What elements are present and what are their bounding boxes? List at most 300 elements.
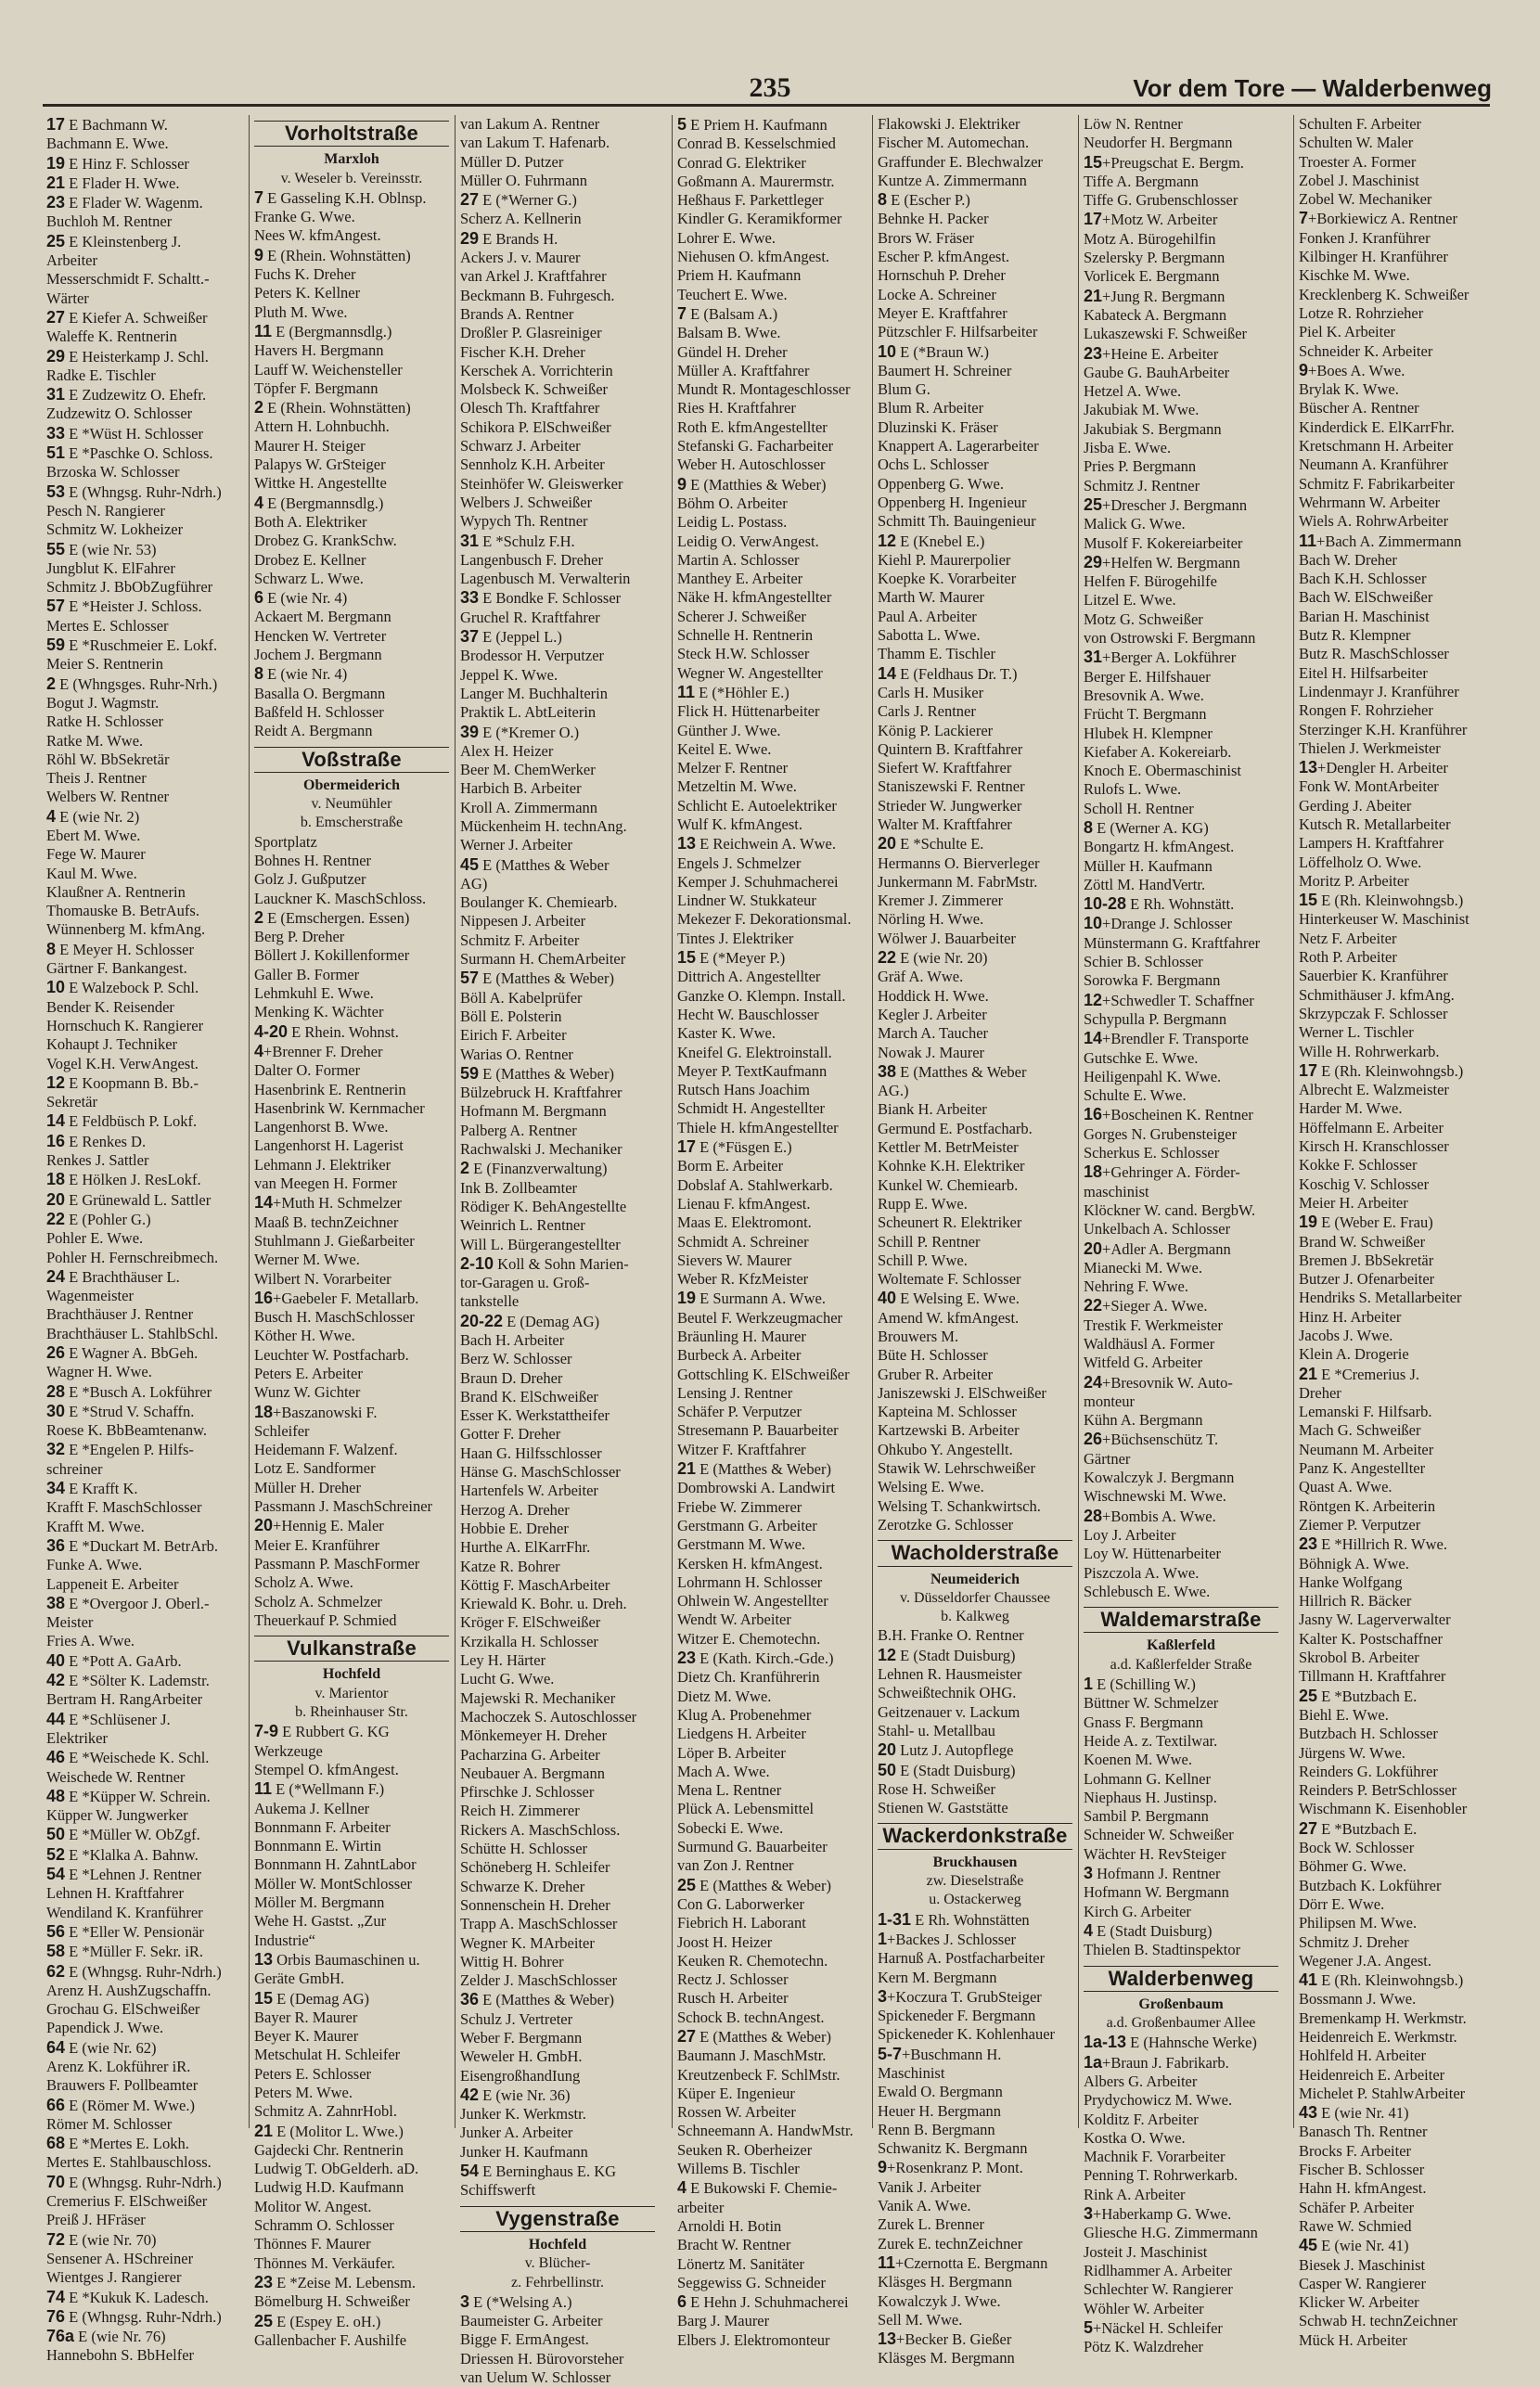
entry-text: +Gaebeler F. Metallarb.	[273, 1289, 419, 1307]
entry-text: +Heine E. Arbeiter	[1102, 344, 1219, 363]
directory-entry	[677, 834, 872, 853]
directory-entry	[677, 1346, 872, 1365]
entry-text: Hurthe A. ElKarrFhr.	[460, 1538, 591, 1557]
entry-text: Lohmann G. Kellner	[1084, 1769, 1212, 1788]
directory-entry	[254, 1156, 449, 1174]
directory-entry	[1084, 1487, 1278, 1506]
directory-entry	[46, 559, 241, 578]
directory-entry	[1299, 1895, 1494, 1914]
entry-text: Pacharzina G. Arbeiter	[460, 1745, 600, 1764]
house-number: 58	[46, 1942, 66, 1961]
entry-text: Schlechter W. Rangierer	[1084, 2280, 1233, 2299]
entry-text: Kretschmann H. Arbeiter	[1299, 437, 1454, 456]
directory-entry	[677, 1421, 872, 1440]
directory-entry	[1084, 344, 1278, 364]
house-number: 70	[46, 2172, 66, 2191]
house-number: 19	[1299, 1213, 1318, 1232]
entry-text: Leidig O. VerwAngest.	[677, 532, 819, 550]
entry-text: Küpper W. Jungwerker	[46, 1806, 188, 1825]
directory-entry	[1084, 1144, 1278, 1162]
entry-text: Friebe W. Zimmerer	[677, 1497, 802, 1516]
entry-text: Scherer J. Schweißer	[677, 607, 806, 625]
entry-text: E Koopmann B. Bb.-	[65, 1073, 199, 1092]
entry-text: Mekezer F. Dekorationsmal.	[677, 910, 852, 929]
entry-text: Tiffe G. Grubenschlosser	[1084, 191, 1238, 210]
directory-entry	[878, 608, 1072, 626]
entry-text: Kinderdick E. ElKarrFhr.	[1299, 417, 1455, 436]
directory-entry	[878, 1346, 1072, 1365]
entry-text: Schöneberg H. Schleifer	[460, 1858, 610, 1877]
entry-text: Flick H. Hüttenarbeiter	[677, 702, 820, 721]
entry-text: Braun D. Dreher	[460, 1368, 563, 1387]
directory-entry	[878, 1665, 1072, 1684]
directory-entry	[46, 1671, 241, 1690]
directory-entry	[1299, 1023, 1494, 1042]
entry-text: Büttner W. Schmelzer	[1084, 1694, 1219, 1713]
entry-text: Ochs L. Schlosser	[878, 456, 989, 474]
directory-entry	[1084, 934, 1278, 953]
entry-text: Wegner W. Angestellter	[677, 663, 823, 682]
entry-text: Schier B. Schlosser	[1084, 953, 1203, 971]
directory-entry	[677, 266, 872, 285]
house-number: 23	[254, 2272, 274, 2291]
directory-entry	[878, 1969, 1072, 1987]
directory-entry	[46, 940, 241, 959]
directory-entry	[254, 474, 449, 493]
entry-text: Waldhäusl A. Former	[1084, 1335, 1215, 1353]
entry-text: Hornschuch K. Rangierer	[46, 1016, 204, 1034]
entry-text: Boulanger K. Chemiearb.	[460, 893, 618, 912]
directory-entry	[1299, 853, 1494, 872]
house-number: 29	[1084, 552, 1103, 571]
directory-entry	[677, 551, 872, 570]
directory-entry	[46, 2288, 241, 2307]
entry-text: Butzbach H. Schlosser	[1299, 1725, 1438, 1743]
directory-entry	[460, 2029, 655, 2047]
entry-text: Fuchs K. Dreher	[254, 265, 356, 284]
entry-text: Langer M. Buchhalterin	[460, 684, 608, 702]
entry-text: +Czernotta E. Bergmann	[895, 2253, 1048, 2272]
directory-entry	[878, 229, 1072, 248]
directory-entry	[677, 135, 872, 153]
entry-text: E (Römer M. Wwe.)	[65, 2096, 195, 2114]
entry-text: Pötz K. Walzdreher	[1084, 2338, 1203, 2356]
entry-text: monteur	[1084, 1392, 1135, 1410]
entry-text: Bremenkamp H. Werkmstr.	[1299, 2008, 1467, 2027]
directory-entry	[1084, 1469, 1278, 1487]
entry-text: Wilbert N. Vorarbeiter	[254, 1269, 391, 1288]
entry-text: Löffelholz O. Wwe.	[1299, 853, 1422, 871]
directory-entry	[878, 2158, 1072, 2177]
directory-entry	[254, 1875, 449, 1893]
entry-text: Mertes E. Schlosser	[46, 616, 169, 635]
house-number: 5-7	[878, 2044, 903, 2063]
directory-entry	[1084, 818, 1278, 838]
directory-entry	[460, 172, 655, 190]
house-number: 3	[1084, 2204, 1094, 2224]
directory-entry	[1084, 2166, 1278, 2185]
entry-text: Borm E. Arbeiter	[677, 1157, 784, 1175]
entry-text: E *Schlüsener J.	[65, 1710, 171, 1728]
directory-entry	[878, 1270, 1072, 1289]
entry-text: E Flader W. Wagenm.	[65, 194, 203, 212]
directory-entry	[460, 931, 655, 950]
directory-entry	[1084, 591, 1278, 610]
entry-text: Ackers J. v. Maurer	[460, 249, 581, 267]
directory-entry	[1084, 1545, 1278, 1563]
directory-entry	[1299, 1630, 1494, 1649]
entry-text: Tintes J. Elektriker	[677, 929, 794, 947]
entry-text: Unkelbach A. Schlosser	[1084, 1220, 1231, 1238]
entry-text: Lehnen R. Hausmeister	[878, 1665, 1022, 1684]
entry-text: E Hölken J. ResLokf.	[65, 1171, 201, 1189]
entry-text: +Brenner F. Dreher	[263, 1042, 383, 1060]
entry-text: Wendt W. Arbeiter	[677, 1611, 791, 1629]
entry-text: Stahl- u. Metallbau	[878, 1721, 995, 1739]
directory-entry	[677, 304, 872, 324]
directory-entry	[677, 910, 872, 929]
directory-entry	[677, 608, 872, 626]
entry-text: Ink B. Zollbeamter	[460, 1178, 578, 1197]
directory-entry	[460, 570, 655, 588]
directory-entry	[1299, 1534, 1494, 1554]
entry-text: Brachthäuser J. Rentner	[46, 1305, 194, 1324]
directory-entry	[1299, 1839, 1494, 1857]
directory-entry	[677, 2217, 872, 2236]
entry-text: Piel K. Arbeiter	[1299, 323, 1396, 341]
entry-text: Schwarz L. Wwe.	[254, 569, 364, 587]
house-number: 20	[254, 1516, 274, 1535]
directory-entry	[460, 1595, 655, 1613]
directory-entry	[460, 362, 655, 380]
house-number: 17	[1299, 1060, 1318, 1080]
directory-entry	[460, 1765, 655, 1783]
directory-entry	[460, 2292, 655, 2312]
directory-entry	[1084, 1239, 1278, 1259]
house-number: 4	[254, 493, 264, 512]
entry-text: schreiner	[46, 1459, 103, 1478]
directory-entry	[46, 2268, 241, 2287]
entry-text: Schmidt A. Schreiner	[677, 1232, 809, 1251]
entry-text: E (wie Nr. 36)	[479, 2085, 571, 2104]
directory-entry	[677, 759, 872, 777]
entry-text: E (*Höhler E.)	[695, 683, 789, 701]
directory-entry	[677, 1611, 872, 1629]
directory-entry	[1299, 1384, 1494, 1403]
entry-text: Weber F. Bergmann	[460, 2028, 583, 2047]
directory-entry	[677, 1933, 872, 1952]
entry-text: Hohlfeld H. Arbeiter	[1299, 2047, 1427, 2065]
directory-entry	[254, 570, 449, 588]
header-rule	[43, 104, 1490, 107]
entry-text: Keuken R. Chemotechn.	[677, 1951, 828, 1970]
entry-text: +Gehringer A. Förder-	[1102, 1163, 1240, 1182]
house-number: 45	[460, 854, 480, 874]
directory-entry	[460, 1274, 655, 1292]
street-heading: Wacholderstraße	[878, 1540, 1072, 1566]
entry-text: +Büchsenschütz T.	[1102, 1431, 1219, 1449]
directory-entry	[1084, 534, 1278, 553]
directory-entry	[1299, 1763, 1494, 1781]
directory-entry	[677, 154, 872, 173]
entry-text: Kaul M. Wwe.	[46, 864, 137, 882]
house-number: 62	[46, 1961, 66, 1981]
house-number: 17	[677, 1137, 697, 1157]
entry-text: Metzeltin M. Wwe.	[677, 777, 797, 796]
directory-entry	[677, 210, 872, 228]
directory-entry	[1299, 1175, 1494, 1194]
directory-entry	[1084, 1807, 1278, 1826]
entry-text: +Bombis A. Wwe.	[1102, 1507, 1216, 1525]
directory-entry	[878, 873, 1072, 892]
directory-entry	[46, 1904, 241, 1922]
house-number: 10	[1084, 914, 1103, 933]
entry-text: +Buschmann H.	[902, 2045, 1002, 2063]
directory-entry	[254, 1441, 449, 1459]
house-number: 31	[46, 385, 66, 404]
directory-entry	[460, 115, 655, 134]
directory-entry	[677, 2103, 872, 2122]
directory-entry	[878, 2083, 1072, 2101]
entry-text: E *Eller W. Pensionär	[65, 1922, 204, 1941]
entry-text: E *Zeise M. Lebensm.	[273, 2273, 416, 2291]
directory-entry	[1299, 930, 1494, 948]
entry-text: Flakowski J. Elektriker	[878, 115, 1020, 133]
directory-entry	[677, 588, 872, 607]
entry-text: Bender K. Reisender	[46, 997, 174, 1016]
entry-text: Baumann J. MaschMstr.	[677, 2047, 827, 2065]
entry-text: E (Whngsg. Ruhr-Ndrh.)	[65, 2173, 222, 2191]
entry-text: Schmitz F. Fabrikarbeiter	[1299, 474, 1455, 493]
entry-text: E *Engelen P. Hilfs-	[65, 1441, 194, 1459]
entry-text: Köther H. Wwe.	[254, 1327, 355, 1345]
directory-entry	[460, 1708, 655, 1726]
entry-text: E (Matthies & Weber)	[687, 475, 827, 494]
directory-entry	[878, 1987, 1072, 2007]
directory-entry	[254, 928, 449, 946]
entry-text: Mach A. Wwe.	[677, 1762, 770, 1780]
directory-entry	[46, 1865, 241, 1884]
directory-entry	[46, 597, 241, 616]
entry-text: Sambil P. Bergmann	[1084, 1807, 1209, 1826]
directory-entry	[677, 570, 872, 588]
directory-entry	[1084, 838, 1278, 856]
entry-text: E (Whngsg. Ruhr-Ndrh.)	[65, 482, 222, 501]
directory-entry	[1084, 1864, 1278, 1883]
entry-text: Motz G. Schweißer	[1084, 610, 1203, 628]
directory-entry	[1084, 991, 1278, 1010]
house-number: 5	[1084, 2317, 1094, 2337]
directory-entry	[1084, 1526, 1278, 1545]
entry-text: +Motz W. Arbeiter	[1102, 211, 1218, 229]
house-number: 36	[460, 1990, 480, 2009]
directory-entry	[460, 1084, 655, 1102]
entry-text: Kerschek A. Vorrichterin	[460, 361, 613, 379]
entry-text: Rickers A. MaschSchloss.	[460, 1820, 621, 1839]
entry-text: Thielen B. Stadtinspektor	[1084, 1941, 1241, 1959]
entry-text: Heidenreich E. Arbeiter	[1299, 2065, 1445, 2084]
directory-entry	[1084, 325, 1278, 343]
entry-text: Ziemer P. Verputzer	[1299, 1515, 1421, 1534]
directory-entry	[460, 1198, 655, 1216]
entry-text: Jeppel K. Wwe.	[460, 665, 558, 684]
house-number: 14	[878, 663, 897, 683]
directory-entry	[878, 664, 1072, 684]
entry-text: Reinders G. Lokführer	[1299, 1762, 1438, 1780]
directory-entry	[677, 702, 872, 721]
entry-text: König P. Lackierer	[878, 721, 994, 739]
entry-text: E (Matthes & Weber)	[479, 969, 614, 988]
directory-entry	[46, 1942, 241, 1961]
entry-text: Oppenberg H. Ingenieur	[878, 493, 1027, 511]
directory-entry	[460, 1746, 655, 1765]
entry-text: Kolditz F. Arbeiter	[1084, 2110, 1199, 2128]
entry-text: Schill P. Wwe.	[878, 1251, 968, 1269]
directory-entry	[460, 1934, 655, 1953]
entry-text: E (Matthes & Weber)	[696, 1876, 831, 1894]
entry-text: Rödiger K. BehAngestellte	[460, 1197, 627, 1215]
directory-entry	[254, 1837, 449, 1855]
directory-entry	[460, 912, 655, 930]
directory-entry	[460, 399, 655, 417]
entry-text: Melzer F. Rentner	[677, 759, 789, 777]
entry-text: Schulte E. Wwe.	[1084, 1086, 1187, 1105]
entry-text: Surmann H. ChemArbeiter	[460, 950, 626, 969]
entry-text: Surmund G. Bauarbeiter	[677, 1838, 828, 1856]
entry-text: Röntgen K. Arbeiterin	[1299, 1496, 1436, 1515]
directory-entry	[254, 265, 449, 284]
entry-text: E (Jeppel L.)	[479, 628, 562, 647]
entry-text: +Brendler F. Transporte	[1102, 1030, 1249, 1048]
entry-text: Theuerkauf P. Schmied	[254, 1611, 397, 1629]
entry-text: E Krafft K.	[65, 1480, 138, 1498]
entry-text: Schmitz J. Rentner	[1084, 476, 1200, 494]
entry-text: Banasch Th. Rentner	[1299, 2123, 1428, 2141]
directory-entry	[254, 984, 449, 1003]
entry-text: Rulofs L. Wwe.	[1084, 780, 1182, 799]
entry-text: E (Matthes & Weber)	[696, 2027, 831, 2046]
directory-entry	[1084, 610, 1278, 629]
directory-entry	[1299, 1516, 1494, 1534]
street-extent: v. Neumühler	[311, 796, 392, 813]
directory-entry	[460, 1613, 655, 1632]
entry-text: E (Werner A. KG)	[1093, 818, 1209, 837]
directory-entry	[46, 2327, 241, 2346]
directory-entry	[460, 742, 655, 761]
entry-text: E *Strud V. Schaffn.	[65, 1402, 195, 1420]
entry-text: +Näckel H. Schleifer	[1093, 2318, 1223, 2337]
entry-text: Michelet P. StahlwArbeiter	[1299, 2084, 1466, 2102]
directory-entry	[254, 870, 449, 889]
directory-entry	[1084, 1125, 1278, 1144]
entry-text: Blum R. Arbeiter	[878, 399, 984, 417]
entry-text: E (Matthes & Weber	[896, 1062, 1027, 1081]
entry-text: arbeiter	[677, 2198, 725, 2216]
entry-text: Peters M. Wwe.	[254, 2083, 353, 2101]
entry-text: Hinterkeuser W. Maschinist	[1299, 910, 1469, 929]
directory-entry	[1299, 1687, 1494, 1706]
directory-entry	[1299, 2085, 1494, 2103]
entry-text: Katze R. Bohrer	[460, 1557, 560, 1575]
house-number: 1	[1084, 1675, 1094, 1694]
house-number: 9	[677, 474, 687, 494]
entry-text: Kreutzenbeck F. SchlMstr.	[677, 2065, 841, 2084]
entry-text: van Lakum A. Rentner	[460, 115, 600, 133]
entry-text: Ludwig H.D. Kaufmann	[254, 2178, 404, 2197]
entry-text: E (Demag AG)	[503, 1312, 600, 1330]
entry-text: E (*Braun W.)	[896, 342, 989, 361]
entry-text: E *Müller F. Sekr. iR.	[65, 1943, 204, 1961]
entry-text: Lehmann J. Elektriker	[254, 1155, 391, 1174]
directory-entry	[46, 1613, 241, 1632]
directory-entry	[1299, 2047, 1494, 2065]
entry-text: Wölwer J. Bauarbeiter	[878, 929, 1016, 947]
street-extent: v. Weseler b. Vereinsstr.	[280, 170, 423, 186]
entry-text: tankstelle	[460, 1292, 520, 1311]
entry-text: Schneider W. Schweißer	[1084, 1826, 1234, 1844]
house-number: 37	[460, 627, 480, 647]
entry-text: Lindenmayr J. Kranführer	[1299, 682, 1459, 700]
entry-text: E Grünewald L. Sattler	[65, 1190, 212, 1209]
directory-entry	[878, 892, 1072, 910]
directory-entry	[254, 664, 449, 684]
directory-entry	[677, 968, 872, 986]
entry-text: Kemper J. Schuhmacherei	[677, 872, 839, 891]
entry-text: Kischke M. Wwe.	[1299, 266, 1410, 285]
entry-text: +Preugschat E. Bergm.	[1102, 153, 1244, 172]
directory-entry	[1299, 948, 1494, 967]
entry-text: Ewald O. Bergmann	[878, 2083, 1003, 2101]
entry-text: E (Rhein. Wohnstätten)	[263, 246, 411, 264]
directory-entry	[254, 852, 449, 870]
directory-entry	[46, 482, 241, 502]
directory-entry	[460, 418, 655, 437]
directory-entry	[46, 1035, 241, 1054]
directory-entry	[460, 1858, 655, 1877]
entry-text: Jakubiak S. Bergmann	[1084, 419, 1222, 438]
directory-entry	[878, 1309, 1072, 1328]
directory-entry	[254, 532, 449, 550]
entry-text: Schmitz W. Lokheizer	[46, 520, 184, 539]
entry-text: Hartenfels W. Arbeiter	[460, 1482, 598, 1500]
directory-entry	[460, 1140, 655, 1159]
directory-entry	[46, 289, 241, 308]
entry-text: Bonnmann E. Wirtin	[254, 1837, 381, 1855]
house-number: 42	[460, 2085, 480, 2104]
directory-entry	[254, 456, 449, 474]
directory-entry	[1299, 1573, 1494, 1592]
entry-text: E Bondke F. Schlosser	[479, 589, 622, 608]
entry-text: Lönertz M. Sanitäter	[677, 2254, 804, 2273]
directory-entry	[460, 1331, 655, 1350]
entry-text: Schmitz J. Dreher	[1299, 1932, 1409, 1951]
directory-entry	[254, 2312, 449, 2331]
entry-text: Wegener J.A. Angest.	[1299, 1951, 1432, 1970]
directory-entry	[878, 323, 1072, 341]
entry-text: +Becker B. Gießer	[896, 2330, 1012, 2349]
house-number: 18	[46, 1170, 66, 1189]
entry-text: Pohler H. Fernschreibmech.	[46, 1248, 219, 1266]
directory-entry	[878, 456, 1072, 474]
entry-text: Rachwalski J. Mechaniker	[460, 1140, 622, 1159]
entry-text: Stienen W. Gaststätte	[878, 1799, 1008, 1817]
directory-entry	[677, 1384, 872, 1403]
entry-text: Stefanski G. Facharbeiter	[677, 437, 834, 456]
entry-text: Zurek L. Brenner	[878, 2215, 984, 2234]
directory-entry	[460, 1236, 655, 1254]
house-number: 4	[254, 1041, 264, 1060]
directory-entry	[1299, 1781, 1494, 1800]
